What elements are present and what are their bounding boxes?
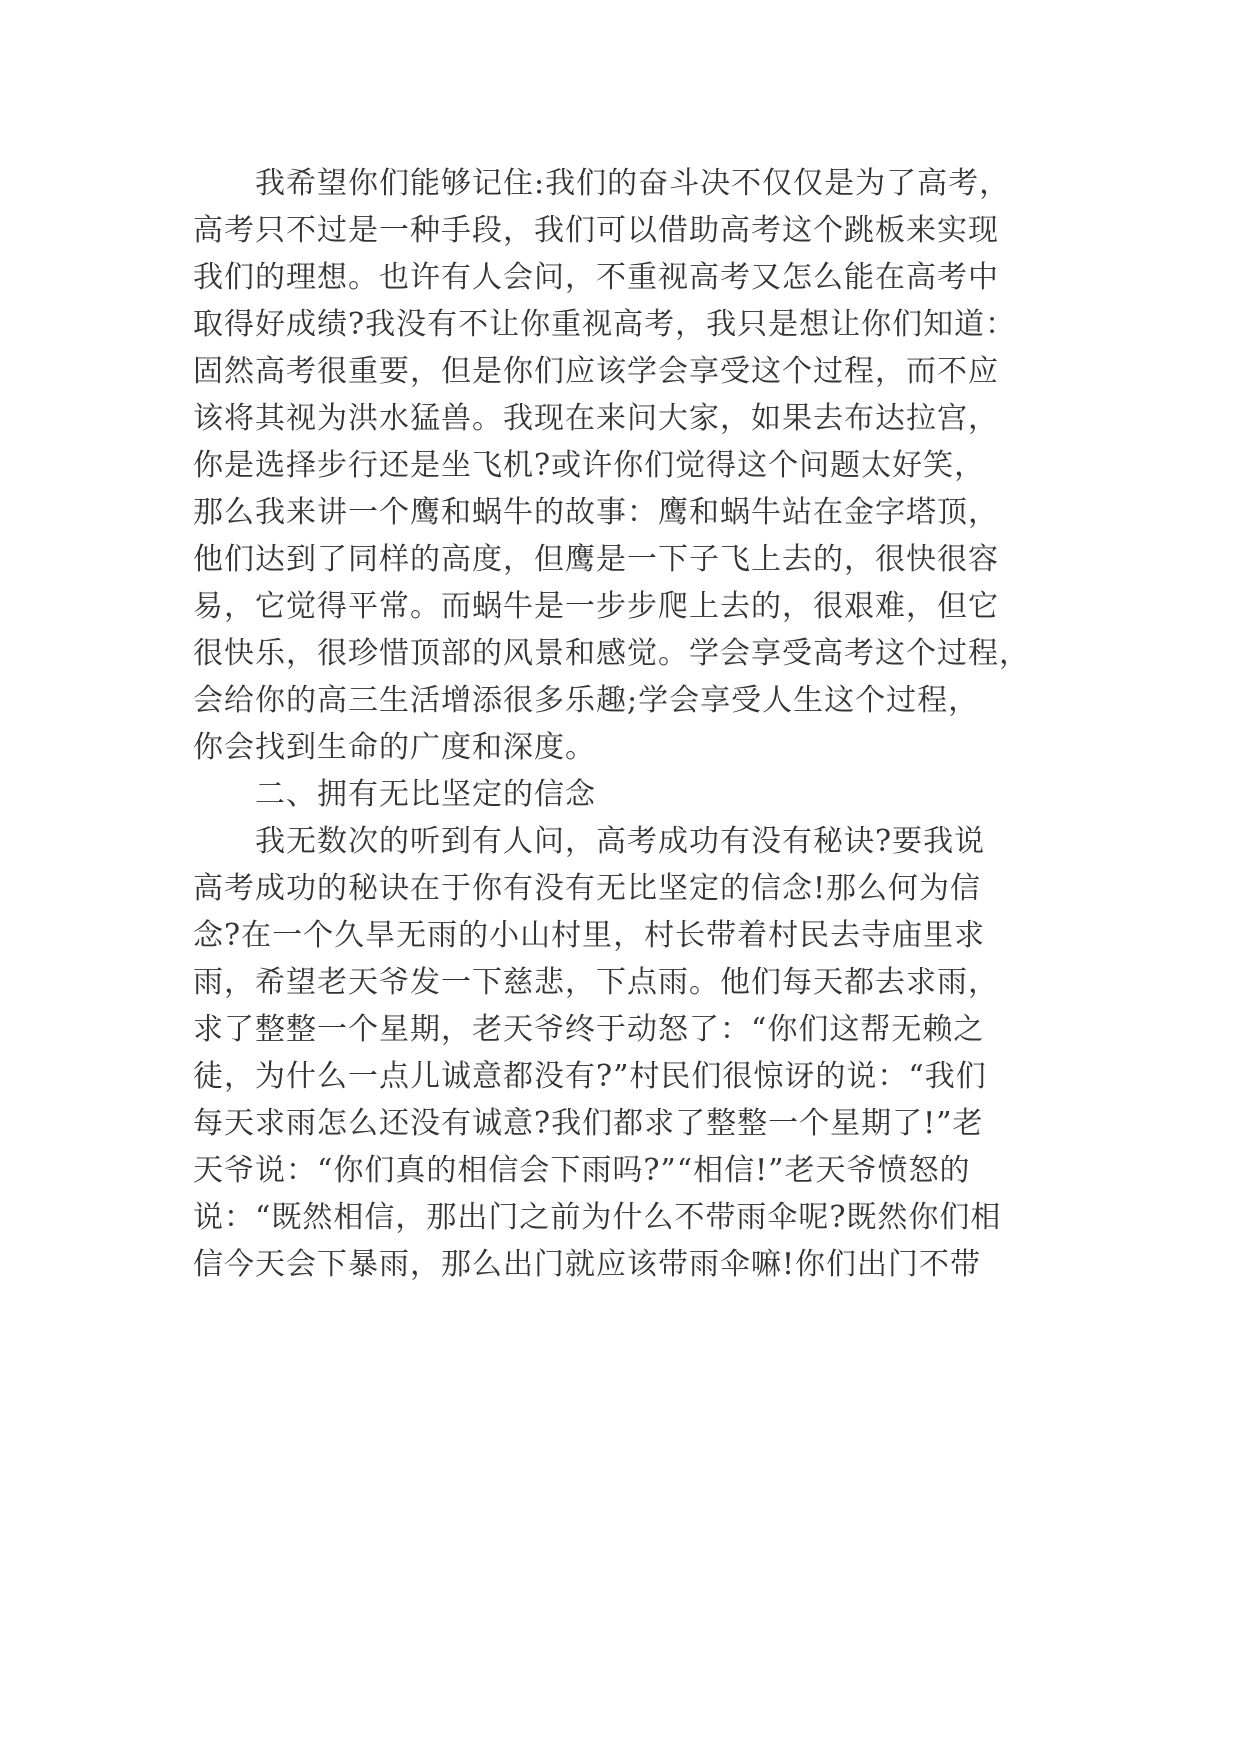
paragraph-line: 你是选择步行还是坐飞机?或许你们觉得这个问题太好笑， bbox=[193, 448, 986, 483]
paragraph-line: 求了整整一个星期，老天爷终于动怒了：“你们这帮无赖之 bbox=[193, 1012, 985, 1047]
paragraph-line: 你会找到生命的广度和深度。 bbox=[193, 730, 596, 765]
paragraph-line: 那么我来讲一个鹰和蜗牛的故事：鹰和蜗牛站在金字塔顶， bbox=[193, 495, 999, 530]
paragraph-line: 他们达到了同样的高度，但鹰是一下子飞上去的，很快很容 bbox=[193, 542, 999, 577]
paragraph-line: 说：“既然相信，那出门之前为什么不带雨伞呢?既然你们相 bbox=[193, 1200, 1002, 1235]
paragraph-line: 易，它觉得平常。而蜗牛是一步步爬上去的，很艰难，但它 bbox=[193, 589, 999, 624]
paragraph-line: 会给你的高三生活增添很多乐趣;学会享受人生这个过程， bbox=[193, 683, 980, 718]
paragraph-line: 高考成功的秘诀在于你有没有无比坚定的信念!那么何为信 bbox=[193, 871, 982, 906]
paragraph-line: 我无数次的听到有人问，高考成功有没有秘诀?要我说 bbox=[255, 824, 986, 859]
paragraph-line: 取得好成绩?我没有不让你重视高考，我只是想让你们知道： bbox=[193, 307, 1017, 342]
paragraph-line: 固然高考很重要，但是你们应该学会享受这个过程，而不应 bbox=[193, 354, 999, 389]
paragraph-line: 我希望你们能够记住:我们的奋斗决不仅仅是为了高考， bbox=[255, 166, 1011, 201]
paragraph-line: 念?在一个久旱无雨的小山村里，村长带着村民去寺庙里求 bbox=[193, 918, 986, 953]
paragraph-line: 徒，为什么一点儿诚意都没有?”村民们很惊讶的说：“我们 bbox=[193, 1059, 987, 1094]
paragraph-line: 天爷说：“你们真的相信会下雨吗?”“相信!”老天爷愤怒的 bbox=[193, 1153, 971, 1188]
body-text bbox=[193, 160, 1073, 1288]
paragraph-line: 高考只不过是一种手段，我们可以借助高考这个跳板来实现 bbox=[193, 213, 999, 248]
paragraph-line: 很快乐，很珍惜顶部的风景和感觉。学会享受高考这个过程， bbox=[193, 636, 1030, 671]
section-heading: 二、拥有无比坚定的信念 bbox=[255, 777, 596, 812]
paragraph-line: 我们的理想。也许有人会问，不重视高考又怎么能在高考中 bbox=[193, 260, 999, 295]
paragraph-line: 每天求雨怎么还没有诚意?我们都求了整整一个星期了!”老 bbox=[193, 1106, 984, 1141]
paragraph-line: 信今天会下暴雨，那么出门就应该带雨伞嘛!你们出门不带 bbox=[193, 1247, 982, 1282]
paragraph-line: 雨，希望老天爷发一下慈悲，下点雨。他们每天都去求雨， bbox=[193, 965, 999, 1000]
paragraph-line: 该将其视为洪水猛兽。我现在来问大家，如果去布达拉宫， bbox=[193, 401, 999, 436]
